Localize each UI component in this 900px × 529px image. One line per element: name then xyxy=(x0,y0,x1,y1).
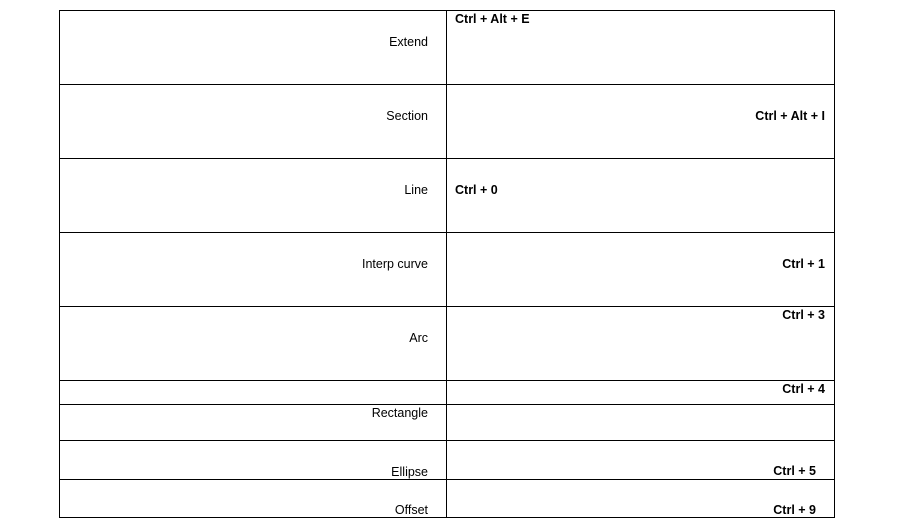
table-row-command-cell xyxy=(59,479,447,518)
table-row-command-cell xyxy=(59,84,447,158)
table-row-command-cell xyxy=(59,158,447,232)
command-label: Line xyxy=(404,183,428,197)
command-label: Rectangle xyxy=(371,406,428,420)
table-row-command-cell xyxy=(59,10,447,84)
shortcut-keys: Ctrl + 5 xyxy=(773,464,816,478)
table-row-shortcut-cell xyxy=(446,380,835,404)
table-row-shortcut-cell xyxy=(446,440,835,479)
table-row-shortcut-cell xyxy=(446,479,835,518)
table-row-command-cell xyxy=(59,232,447,306)
table-row-shortcut-cell xyxy=(446,84,835,158)
command-label: Extend xyxy=(389,35,428,49)
table-row-command-cell xyxy=(59,306,447,380)
shortcut-table xyxy=(59,10,835,518)
command-label: Interp curve xyxy=(361,257,428,271)
shortcut-keys: Ctrl + Alt + I xyxy=(755,109,825,123)
table-row-command-cell xyxy=(59,440,447,479)
table-row-shortcut-cell xyxy=(446,10,835,84)
shortcut-keys: Ctrl + 3 xyxy=(782,308,825,322)
shortcut-keys: Ctrl + Alt + E xyxy=(455,12,530,26)
shortcut-keys: Ctrl + 0 xyxy=(455,183,498,197)
command-label: Offset xyxy=(394,503,428,517)
table-row-shortcut-cell xyxy=(446,158,835,232)
table-row-shortcut-cell xyxy=(446,232,835,306)
table-row-shortcut-cell xyxy=(446,404,835,440)
command-label: Ellipse xyxy=(391,465,428,479)
shortcut-keys: Ctrl + 1 xyxy=(782,257,825,271)
command-label: Arc xyxy=(409,331,428,345)
shortcut-keys: Ctrl + 9 xyxy=(773,503,816,517)
shortcut-keys: Ctrl + 4 xyxy=(782,382,825,396)
command-label: Section xyxy=(386,109,428,123)
table-row-command-cell xyxy=(59,404,447,440)
table-row-shortcut-cell xyxy=(446,306,835,380)
table-row-command-cell xyxy=(59,380,447,404)
